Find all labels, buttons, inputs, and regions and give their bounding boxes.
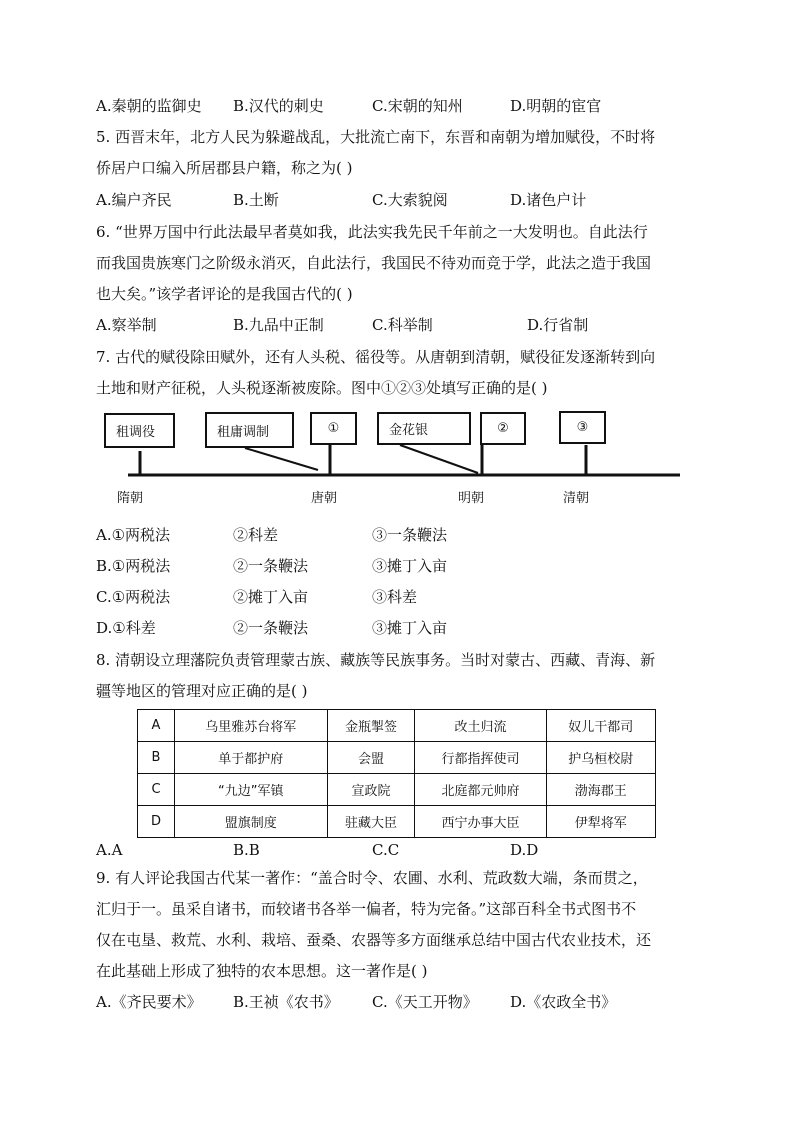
- era-ming: 明朝: [458, 491, 485, 506]
- box-jinhuayin: 金花银: [377, 412, 471, 445]
- table-row: [138, 710, 656, 742]
- q9-stem-line-3: 仅在屯垦、救荒、水利、栽培、蚕桑、农器等多方面继承总结中国古代农业技术，还: [96, 931, 652, 949]
- q4-option-a[interactable]: A.秦朝的监御史: [96, 97, 202, 115]
- q5-stem-line-2: 侨居户口编入所居郡县户籍，称之为( ): [96, 159, 353, 177]
- connector-jinhuayin: [400, 445, 478, 473]
- table-cell-key: A: [138, 710, 175, 742]
- table-cell: 乌里雅苏台将军: [175, 710, 328, 742]
- box-zuyongdiaozhi: 租庸调制: [205, 412, 294, 448]
- q9-option-d[interactable]: D.《农政全书》: [510, 993, 617, 1011]
- q5-option-d[interactable]: D.诸色户计: [510, 191, 587, 209]
- q5-option-a[interactable]: A.编户齐民: [96, 191, 172, 209]
- q8-table: [137, 709, 656, 838]
- q7-option-c[interactable]: C.①两税法: [96, 588, 171, 606]
- box-zudiaoyi: 租调役: [104, 413, 175, 448]
- q8-stem-line-1: 8. 清朝设立理藩院负责管理蒙古族、藏族等民族事务。当时对蒙古、西藏、青海、新: [96, 651, 656, 669]
- q5-option-b[interactable]: B.土断: [233, 191, 279, 209]
- q8-option-c[interactable]: C.C: [372, 841, 400, 859]
- box-blank-2: ②: [480, 412, 526, 445]
- q5-stem-line-1: 5. 西晋末年，北方人民为躲避战乱，大批流亡南下，东晋和南朝为增加赋役，不时将: [96, 128, 656, 146]
- q7-option-c-part-3: ③科差: [372, 588, 418, 606]
- q9-stem-line-2: 汇归于一。虽采自诸书，而较诸书各举一偏者，特为完备。”这部百科全书式图书不: [96, 900, 637, 918]
- q4-option-c[interactable]: C.宋朝的知州: [372, 97, 463, 115]
- q7-option-b-part-2: ②一条鞭法: [233, 557, 309, 575]
- era-qing: 清朝: [563, 491, 590, 506]
- table-cell: 伊犁将军: [546, 806, 656, 838]
- table-cell: 奴儿干都司: [546, 710, 656, 742]
- table-row: [138, 742, 656, 774]
- q6-option-b[interactable]: B.九品中正制: [233, 316, 324, 334]
- q8-option-d[interactable]: D.D: [510, 841, 539, 859]
- box-blank-3: ③: [559, 411, 606, 444]
- table-cell: 西宁办事大臣: [415, 806, 546, 838]
- q6-stem-line-2: 而我国贵族寒门之阶级永消灭，自此法行，我国民不待劝而竞于学，此法之造于我国: [96, 254, 652, 272]
- q7-option-b-part-3: ③摊丁入亩: [372, 557, 448, 575]
- q7-option-d-part-3: ③摊丁入亩: [372, 619, 448, 637]
- q5-option-c[interactable]: C.大索貌阅: [372, 191, 448, 209]
- q6-stem-line-1: 6. “世界万国中行此法最早者莫如我，此法实我先民千年前之一大发明也。自此法行: [96, 223, 648, 241]
- table-cell: 会盟: [327, 742, 415, 774]
- q8-option-b[interactable]: B.B: [233, 841, 260, 859]
- q9-option-b[interactable]: B.王祯《农书》: [233, 993, 339, 1011]
- q7-option-d-part-2: ②一条鞭法: [233, 619, 309, 637]
- table-cell: 行都指挥使司: [415, 742, 546, 774]
- table-cell: 盟旗制度: [175, 806, 328, 838]
- era-tang: 唐朝: [311, 491, 338, 506]
- table-cell-key: C: [138, 774, 175, 806]
- q9-stem-line-1: 9. 有人评论我国古代某一著作：“盖合时令、农圃、水利、荒政数大端，条而贯之，: [96, 869, 648, 887]
- q6-option-c[interactable]: C.科举制: [372, 316, 433, 334]
- q7-option-c-part-2: ②摊丁入亩: [233, 588, 309, 606]
- table-cell: 金瓶掣签: [327, 710, 415, 742]
- q8-option-a[interactable]: A.A: [96, 841, 123, 859]
- box-blank-1: ①: [310, 412, 357, 445]
- q7-stem-line-1: 7. 古代的赋役除田赋外，还有人头税、徭役等。从唐朝到清朝，赋役征发逐渐转到向: [96, 348, 656, 366]
- q4-option-d[interactable]: D.明朝的宦官: [510, 97, 602, 115]
- q9-stem-line-4: 在此基础上形成了独特的农本思想。这一著作是( ): [96, 962, 428, 980]
- q7-option-a-part-3: ③一条鞭法: [372, 526, 448, 544]
- q7-option-b[interactable]: B.①两税法: [96, 557, 171, 575]
- q7-stem-line-2: 土地和财产征税，人头税逐渐被废除。图中①②③处填写正确的是( ): [96, 379, 548, 397]
- table-cell: 改土归流: [415, 710, 546, 742]
- table-cell: 护乌桓校尉: [546, 742, 656, 774]
- connector-zuyongdiao: [245, 448, 318, 470]
- q6-stem-line-3: 也大矣。”该学者评论的是我国古代的( ): [96, 285, 353, 303]
- table-row: [138, 806, 656, 838]
- table-cell: “九边”军镇: [175, 774, 328, 806]
- table-cell: 北庭都元帅府: [415, 774, 546, 806]
- table-row: [138, 774, 656, 806]
- q8-stem-line-2: 疆等地区的管理对应正确的是( ): [96, 682, 308, 700]
- q7-option-d[interactable]: D.①科差: [96, 619, 156, 637]
- era-sui: 隋朝: [117, 491, 144, 506]
- table-cell-key: D: [138, 806, 175, 838]
- q9-option-c[interactable]: C.《天工开物》: [372, 993, 478, 1011]
- q7-option-a[interactable]: A.①两税法: [96, 526, 171, 544]
- q6-option-d[interactable]: D.行省制: [527, 316, 589, 334]
- table-cell-key: B: [138, 742, 175, 774]
- q9-option-a[interactable]: A.《齐民要术》: [96, 993, 202, 1011]
- q4-option-b[interactable]: B.汉代的刺史: [233, 97, 324, 115]
- q7-option-a-part-2: ②科差: [233, 526, 279, 544]
- table-cell: 渤海郡王: [546, 774, 656, 806]
- table-cell: 单于都护府: [175, 742, 328, 774]
- table-cell: 驻藏大臣: [327, 806, 415, 838]
- table-cell: 宣政院: [327, 774, 415, 806]
- q6-option-a[interactable]: A.察举制: [96, 316, 157, 334]
